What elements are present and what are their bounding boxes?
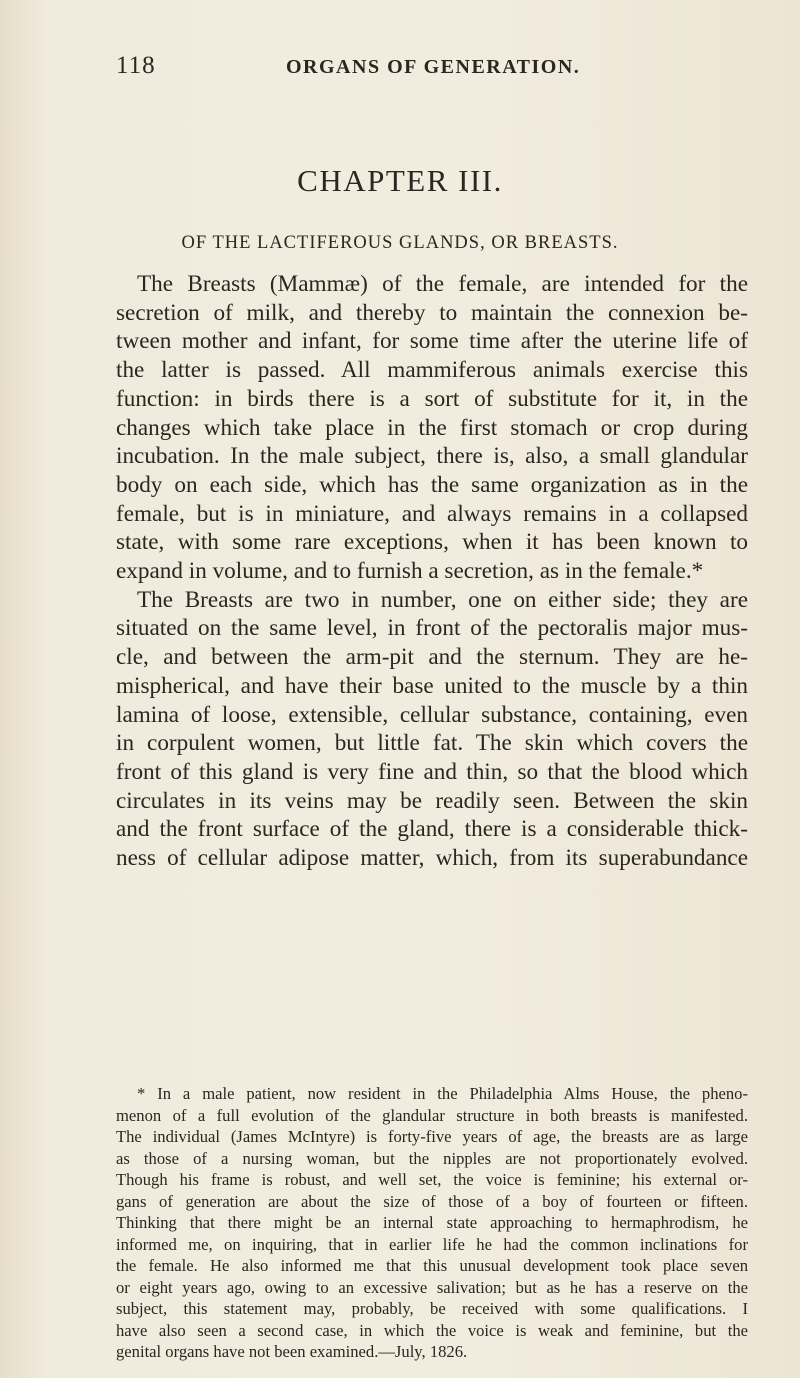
body-line: state, with some rare exceptions, when it has been known to bbox=[116, 529, 748, 556]
body-line: situated on the same level, in front of the pectoralis major mus- bbox=[116, 615, 748, 642]
body-line: and the front surface of the gland, there is a considerable thick- bbox=[116, 816, 748, 843]
footnote-line: Though his frame is robust, and well set, the voice is feminine; his external or- bbox=[116, 1170, 748, 1189]
footnote-line: informed me, on inquiring, that in earlier life he had the common inclinations for bbox=[116, 1234, 748, 1254]
body-line: the latter is passed. All mammiferous animals exercise this bbox=[116, 357, 748, 384]
footnote-line: have also seen a second case, in which the voice is weak and feminine, but the bbox=[116, 1320, 748, 1340]
body-line: cle, and between the arm-pit and the sternum. They are he- bbox=[116, 644, 748, 671]
footnote-line: The individual (James McIntyre) is forty-five years of age, the breasts are as large bbox=[116, 1127, 748, 1146]
body-line: The Breasts are two in number, one on either side; they are bbox=[137, 586, 748, 613]
body-line: circulates in its veins may be readily seen. Between the skin bbox=[116, 787, 748, 814]
body-line: lamina of loose, extensible, cellular substance, containing, even bbox=[116, 701, 748, 728]
body-line: mispherical, and have their base united to the muscle by a thin bbox=[116, 672, 748, 699]
footnote bbox=[116, 1083, 748, 1363]
section-title: OF THE LACTIFEROUS GLANDS, OR BREASTS. bbox=[181, 233, 619, 253]
body-line: female, but is in miniature, and always remains in a collapsed bbox=[116, 500, 748, 527]
body-line: changes which take place in the first stomach or crop during bbox=[116, 414, 748, 441]
page-number: 118 bbox=[116, 52, 156, 79]
body-line: secretion of milk, and thereby to maintain the connexion be- bbox=[116, 299, 748, 326]
body-line: The Breasts (Mammæ) of the female, are intended for the bbox=[137, 271, 748, 297]
footnote-line: subject, this statement may, probably, be received with some qualifications. I bbox=[116, 1299, 748, 1318]
body-line: front of this gland is very fine and thin, so that the blood which bbox=[116, 758, 748, 785]
body-line: tween mother and infant, for some time after the uterine life of bbox=[116, 328, 748, 355]
body-text bbox=[116, 270, 748, 873]
footnote-line: or eight years ago, owing to an excessive salivation; but as he has a reserve on the bbox=[116, 1277, 748, 1297]
body-line: function: in birds there is a sort of substitute for it, in the bbox=[116, 385, 748, 412]
footnote-line: gans of generation are about the size of those of a boy of fourteen or fifteen. bbox=[116, 1191, 748, 1211]
footnote-line: as those of a nursing woman, but the nipples are not proportionately evolved. bbox=[116, 1148, 748, 1168]
footnote-line: genital organs have not been examined.—July, 1826. bbox=[116, 1342, 468, 1361]
body-line: in corpulent women, but little fat. The skin which covers the bbox=[116, 730, 748, 757]
footnote-line: menon of a full evolution of the glandular structure in both breasts is manifested. bbox=[116, 1105, 748, 1125]
running-head bbox=[116, 52, 746, 82]
body-line: expand in volume, and to furnish a secretion, as in the female.* bbox=[116, 558, 704, 585]
chapter-title: CHAPTER III. bbox=[297, 163, 503, 198]
body-line: body on each side, which has the same organization as in the bbox=[116, 471, 748, 498]
body-line: incubation. In the male subject, there is, also, a small glandular bbox=[116, 443, 748, 470]
footnote-line: the female. He also informed me that this unusual development took place seven bbox=[116, 1256, 748, 1275]
body-line: ness of cellular adipose matter, which, from its superabundance bbox=[116, 845, 748, 872]
footnote-line: Thinking that there might be an internal state approaching to hermaphrodism, he bbox=[116, 1213, 748, 1232]
footnote-line: * In a male patient, now resident in the Philadelphia Alms House, the pheno- bbox=[137, 1084, 748, 1103]
running-title: ORGANS OF GENERATION. bbox=[286, 56, 581, 78]
